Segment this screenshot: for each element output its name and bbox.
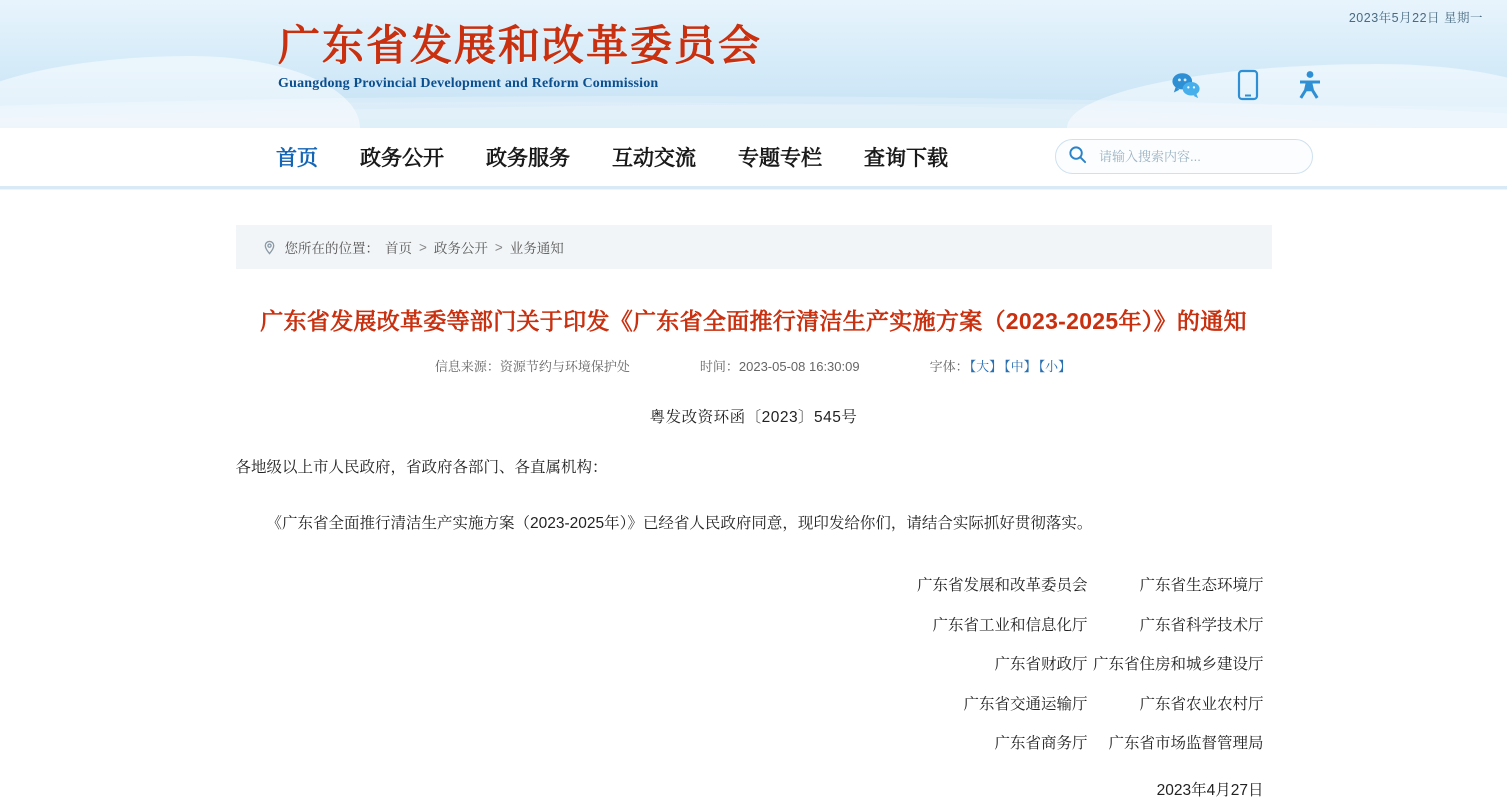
nav-item-query-download[interactable]: 查询下载 <box>864 147 948 170</box>
article-container <box>236 269 1272 800</box>
breadcrumb-item-business-notice[interactable]: 业务通知 <box>509 241 564 256</box>
signer-row <box>236 566 1272 606</box>
signer-row <box>236 685 1272 725</box>
font-size-label: 字体： <box>929 359 969 375</box>
signer-left: 广东省交通运输厅 <box>963 695 1088 713</box>
page-title: 广东省发展改革委等部门关于印发《广东省全面推行清洁生产实施方案（2023-2025年）》的通知 <box>260 308 1247 334</box>
nav-item-special-topics[interactable]: 专题专栏 <box>738 147 822 170</box>
wechat-icon[interactable] <box>1169 68 1203 102</box>
location-pin-icon <box>262 240 277 255</box>
signer-row <box>236 645 1272 685</box>
nav-item-government-services[interactable]: 政务服务 <box>486 147 570 170</box>
article-meta <box>236 356 1272 375</box>
signer-row <box>236 606 1272 646</box>
signer-right: 广东省生态环境厅 <box>1139 577 1264 595</box>
site-title-cn: 广东省发展和改革委员会 <box>278 24 763 70</box>
article-time <box>700 356 860 375</box>
header-icon-group <box>1169 68 1327 102</box>
site-logo[interactable] <box>278 24 762 92</box>
breadcrumb <box>236 225 1272 269</box>
signature-date: 2023年4月27日 <box>1156 781 1264 799</box>
breadcrumb-item-government-affairs[interactable]: 政务公开 <box>433 241 488 256</box>
nav-item-home[interactable]: 首页 <box>276 147 318 170</box>
nav-item-list <box>276 128 948 186</box>
signer-left: 广东省商务厅 <box>994 735 1088 753</box>
breadcrumb-separator-1: > <box>419 239 427 255</box>
signer-list <box>236 566 1272 764</box>
search-input[interactable] <box>1097 148 1300 165</box>
breadcrumb-label: 您所在的位置： <box>284 241 379 256</box>
search-box[interactable] <box>1055 139 1313 174</box>
signer-right: 广东省农业农村厅 <box>1139 695 1264 713</box>
signer-left: 广东省发展和改革委员会 <box>916 577 1088 595</box>
main-navigation <box>0 128 1507 189</box>
site-title-en: Guangdong Provincial Development and Reform Commission <box>278 76 659 92</box>
nav-item-interaction[interactable]: 互动交流 <box>612 147 696 170</box>
breadcrumb-item-home[interactable]: 首页 <box>385 241 412 256</box>
signer-right: 广东省市场监督管理局 <box>1108 735 1264 753</box>
font-size-small[interactable]: 【小】 <box>1038 359 1072 375</box>
search-icon <box>1068 145 1087 169</box>
font-size-large[interactable]: 【大】 <box>969 359 1003 375</box>
article-time-label: 时间： <box>699 359 739 375</box>
article-source-label: 信息来源： <box>434 359 500 375</box>
signer-row <box>236 724 1272 764</box>
font-size-medium[interactable]: 【中】 <box>1004 359 1037 375</box>
article-body: 《广东省全面推行清洁生产实施方案（2023-2025年）》已经省人民政府同意，现印发给你们，请结合实际抓好贯彻落实。 <box>266 514 1093 532</box>
mobile-icon[interactable] <box>1231 68 1265 102</box>
accessibility-icon[interactable] <box>1293 68 1327 102</box>
document-number: 粤发改资环函〔2023〕545号 <box>649 409 858 427</box>
current-date: 2023年5月22日 星期一 <box>1348 11 1483 25</box>
signer-left: 广东省工业和信息化厅 <box>932 616 1088 634</box>
nav-item-government-affairs[interactable]: 政务公开 <box>360 147 444 170</box>
signer-right: 广东省科学技术厅 <box>1139 616 1264 634</box>
article-salutation: 各地级以上市人民政府，省政府各部门、各直属机构： <box>235 459 608 477</box>
site-banner <box>0 0 1507 128</box>
article-source <box>435 356 630 375</box>
breadcrumb-separator-2: > <box>494 239 503 255</box>
signer-right: 广东省住房和城乡建设厅 <box>1092 656 1264 674</box>
article-source-value: 资源节约与环境保护处 <box>499 359 630 375</box>
article-time-value: 2023-05-08 16:30:09 <box>738 359 860 375</box>
signer-left: 广东省财政厅 <box>994 656 1088 674</box>
font-size-control <box>930 356 1073 375</box>
